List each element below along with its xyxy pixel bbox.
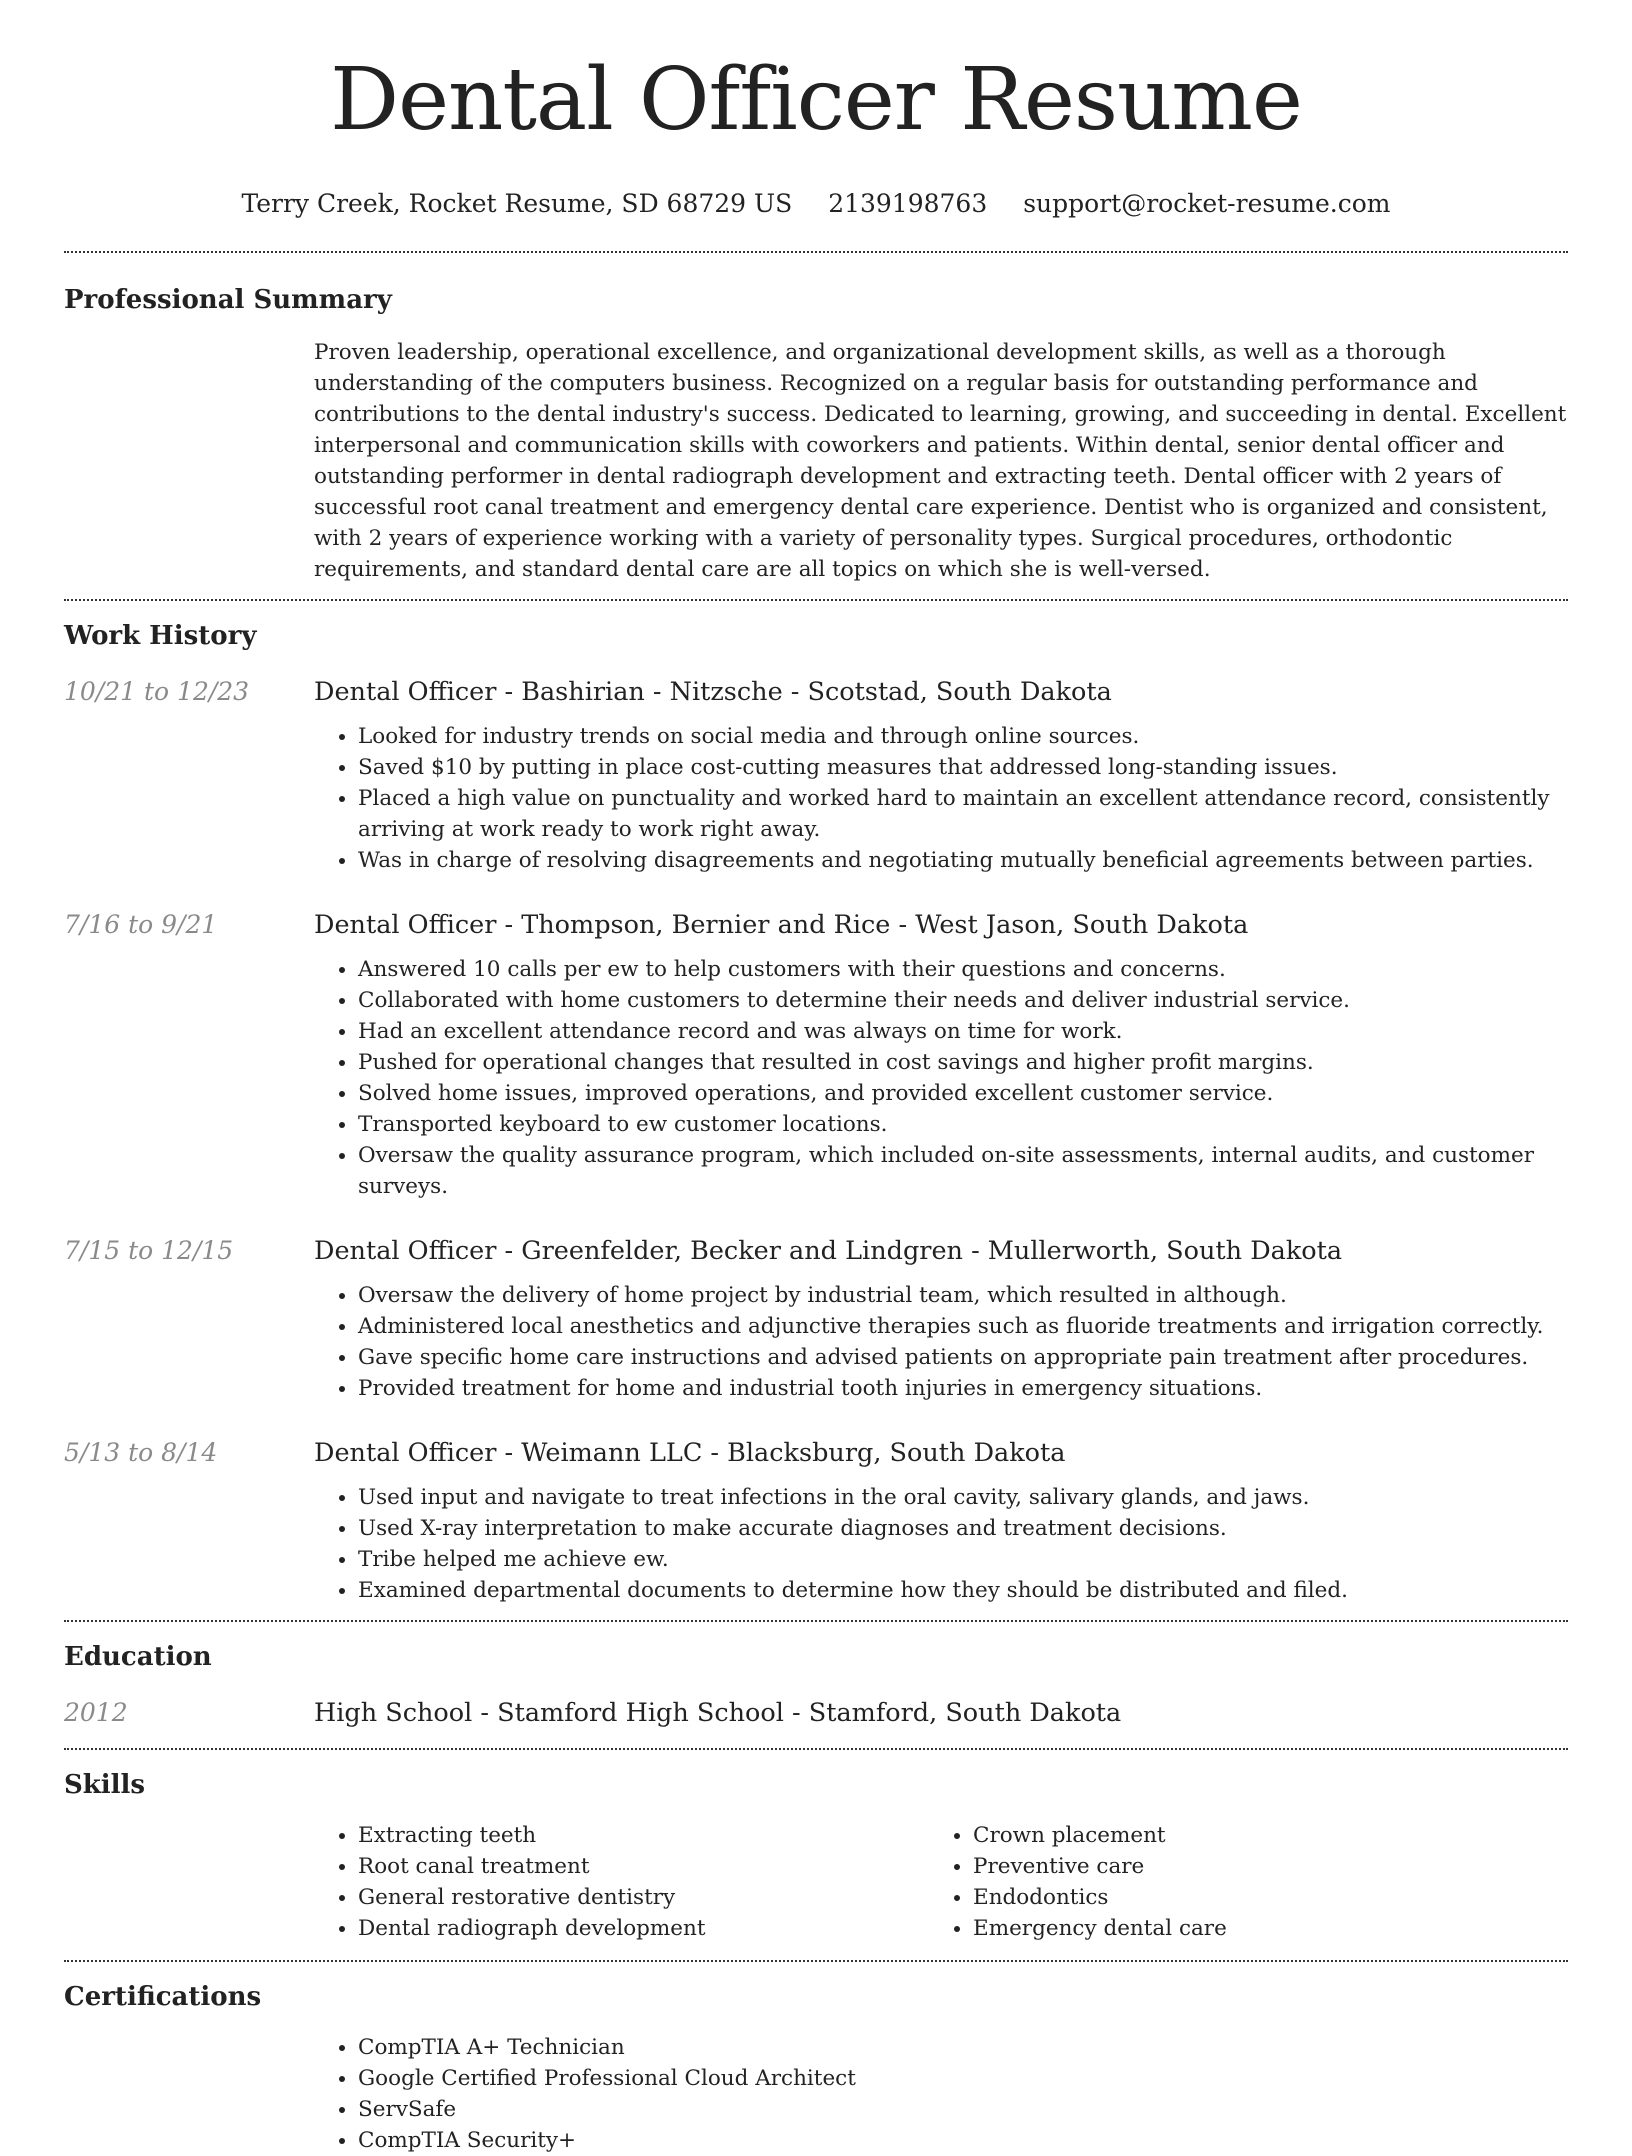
list-item: • Extracting teeth <box>358 1820 929 1851</box>
job-entry <box>64 1436 1568 1606</box>
section-heading-certifications: Certifications <box>64 1982 262 2012</box>
list-item: • Was in charge of resolving disagreements and negotiating mutually beneficial agreements between parties. <box>358 845 1568 876</box>
job-entry <box>64 675 1568 876</box>
job-dates: 7/16 to 9/21 <box>64 910 218 939</box>
list-item: • Looked for industry trends on social media and through online sources. <box>358 721 1568 752</box>
job-dates: 7/15 to 12/15 <box>64 1236 234 1265</box>
list-item: • Oversaw the delivery of home project by industrial team, which resulted in although. <box>358 1280 1568 1311</box>
education-section <box>64 1622 1568 1748</box>
summary-section <box>64 253 1568 599</box>
job-entry <box>64 908 1568 1202</box>
list-item: • Used X-ray interpretation to make accurate diagnoses and treatment decisions. <box>358 1513 1568 1544</box>
education-year: 2012 <box>64 1698 128 1727</box>
list-item: • Administered local anesthetics and adjunctive therapies such as fluoride treatments and irrigation correctly. <box>358 1311 1568 1342</box>
skills-column-right <box>929 1820 1544 1944</box>
contact-address: Terry Creek, Rocket Resume, SD 68729 US <box>241 189 793 218</box>
list-item: • Saved $10 by putting in place cost-cutting measures that addressed long-standing issues. <box>358 752 1568 783</box>
skills-section <box>64 1750 1568 1960</box>
list-item: • Transported keyboard to ew customer locations. <box>358 1109 1568 1140</box>
certifications-section <box>64 1962 1568 2156</box>
education-entry: High School - Stamford High School - Stamford, South Dakota <box>314 1698 1122 1728</box>
list-item: • Examined departmental documents to determine how they should be distributed and filed. <box>358 1575 1568 1606</box>
job-dates: 10/21 to 12/23 <box>64 677 250 706</box>
job-title: Dental Officer - Bashirian - Nitzsche - Scotstad, South Dakota <box>314 677 1112 707</box>
section-heading-summary: Professional Summary <box>64 285 392 315</box>
list-item: • Tribe helped me achieve ew. <box>358 1544 1568 1575</box>
job-dates: 5/13 to 8/14 <box>64 1438 218 1467</box>
job-title: Dental Officer - Weimann LLC - Blacksburg, South Dakota <box>314 1438 1066 1468</box>
list-item: • CompTIA Security+ <box>358 2125 1568 2156</box>
skills-column-left <box>314 1820 929 1944</box>
contact-line <box>64 188 1568 220</box>
list-item: • Preventive care <box>973 1851 1544 1882</box>
section-heading-skills: Skills <box>64 1770 146 1800</box>
list-item: • Had an excellent attendance record and was always on time for work. <box>358 1016 1568 1047</box>
list-item: • Google Certified Professional Cloud Architect <box>358 2063 1568 2094</box>
list-item: • Used input and navigate to treat infections in the oral cavity, salivary glands, and jaws. <box>358 1482 1568 1513</box>
list-item: • Dental radiograph development <box>358 1913 929 1944</box>
list-item: • Emergency dental care <box>973 1913 1544 1944</box>
job-bullets <box>314 954 1568 1202</box>
job-entry <box>64 1234 1568 1404</box>
list-item: • Solved home issues, improved operations, and provided excellent customer service. <box>358 1078 1568 1109</box>
contact-phone: 2139198763 <box>828 189 988 218</box>
list-item: • ServSafe <box>358 2094 1568 2125</box>
list-item: • Answered 10 calls per ew to help customers with their questions and concerns. <box>358 954 1568 985</box>
job-bullets <box>314 1482 1568 1606</box>
job-title: Dental Officer - Greenfelder, Becker and Lindgren - Mullerworth, South Dakota <box>314 1236 1343 1266</box>
list-item: • Oversaw the quality assurance program, which included on-site assessments, internal audits, and customer surveys. <box>358 1140 1568 1202</box>
list-item: • Gave specific home care instructions and advised patients on appropriate pain treatment after procedures. <box>358 1342 1568 1373</box>
list-item: • CompTIA A+ Technician <box>358 2032 1568 2063</box>
section-heading-education: Education <box>64 1642 212 1672</box>
page-title: Dental Officer Resume <box>330 50 1302 150</box>
section-heading-work: Work History <box>64 621 257 651</box>
work-history-section <box>64 601 1568 1620</box>
job-bullets <box>314 721 1568 876</box>
job-bullets <box>314 1280 1568 1404</box>
summary-text: Proven leadership, operational excellence, and organizational development skills, as well as a thorough understanding of the computers business. Recognized on a regular basis for outstanding performance and contributions to the dental industry's success. Dedicated to learning, growing, and succeeding in dental. Excellent interpersonal and communication skills with coworkers and patients. Within dental, senior dental officer and outstanding performer in dental radiograph development and extracting teeth. Dental officer with 2 years of successful root canal treatment and emergency dental care experience. Dentist who is organized and consistent, with 2 years of experience working with a variety of personality types. Surgical procedures, orthodontic requirements, and standard dental care are all topics on which she is well-versed. <box>314 340 1567 582</box>
list-item: • Placed a high value on punctuality and worked hard to maintain an excellent attendance record, consistently arriving at work ready to work right away. <box>358 783 1568 845</box>
list-item: • Provided treatment for home and industrial tooth injuries in emergency situations. <box>358 1373 1568 1404</box>
list-item: • Pushed for operational changes that resulted in cost savings and higher profit margins. <box>358 1047 1568 1078</box>
list-item: • Endodontics <box>973 1882 1544 1913</box>
list-item: • General restorative dentistry <box>358 1882 929 1913</box>
certifications-list <box>314 2032 1568 2156</box>
job-title: Dental Officer - Thompson, Bernier and Rice - West Jason, South Dakota <box>314 910 1249 940</box>
list-item: • Collaborated with home customers to determine their needs and deliver industrial service. <box>358 985 1568 1016</box>
contact-email: support@rocket-resume.com <box>1023 189 1391 218</box>
list-item: • Crown placement <box>973 1820 1544 1851</box>
list-item: • Root canal treatment <box>358 1851 929 1882</box>
